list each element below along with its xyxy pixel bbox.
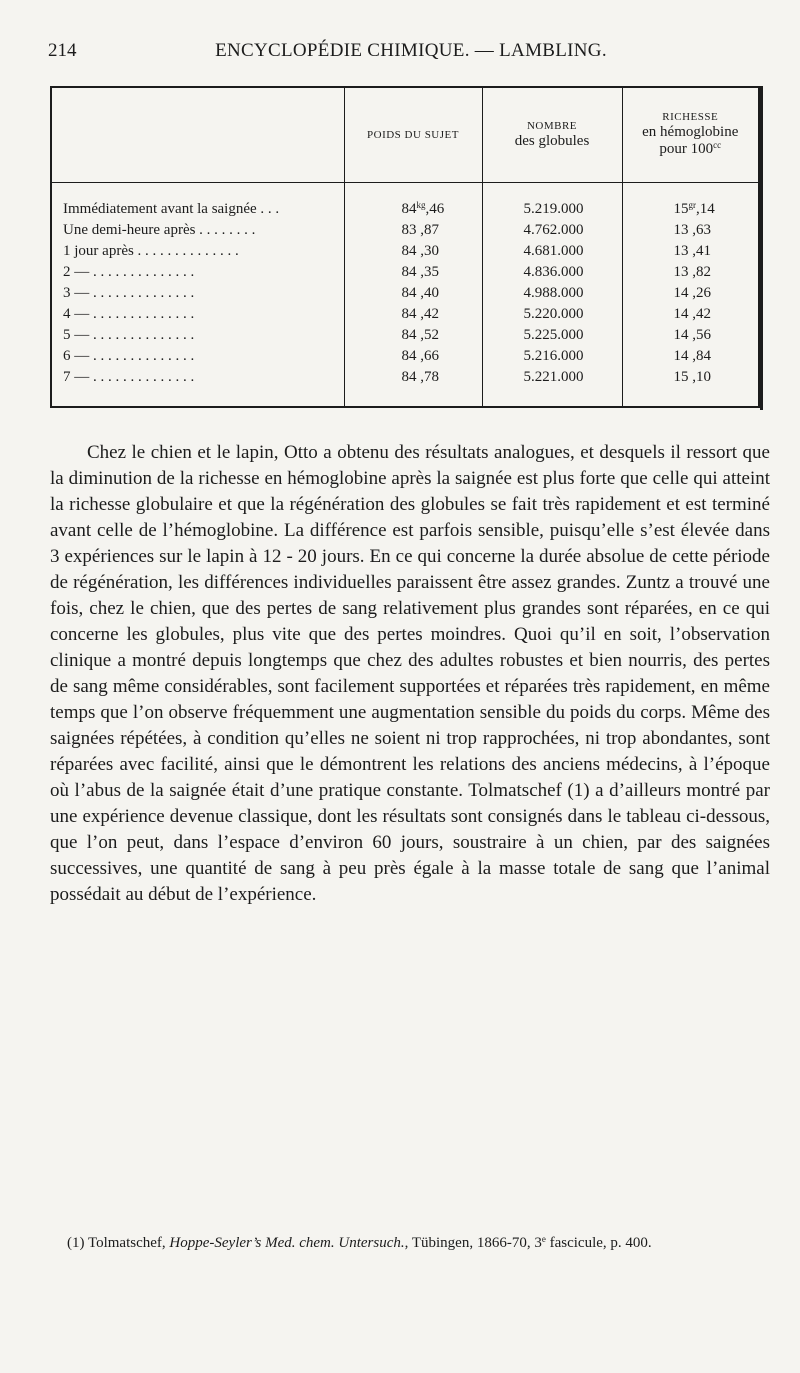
nombre-value: 5.221.000 <box>523 369 584 385</box>
header-nombre-subtitle: des globules <box>514 132 590 149</box>
richesse-value: 14 ,84 <box>673 348 711 364</box>
row-label: 1 jour après . . . . . . . . . . . . . . <box>63 243 239 259</box>
header-nombre-title: NOMBRE <box>526 120 578 133</box>
nombre-value: 4.988.000 <box>523 285 584 301</box>
nombre-value: 5.216.000 <box>523 348 584 364</box>
richesse-value: 14 ,26 <box>673 285 711 301</box>
poids-value: 84 ,40 <box>401 285 439 301</box>
richesse-value: 13 ,41 <box>673 243 711 259</box>
running-head <box>48 40 774 66</box>
poids-value: 84 ,78 <box>401 369 439 385</box>
data-table <box>50 86 760 408</box>
poids-value: 84 ,52 <box>401 327 439 343</box>
poids-column <box>344 183 482 407</box>
nombre-value: 5.220.000 <box>523 306 584 322</box>
row-label: 3 — . . . . . . . . . . . . . . <box>63 285 195 301</box>
row-label: 5 — . . . . . . . . . . . . . . <box>63 327 195 343</box>
richesse-value: 13 ,82 <box>673 264 711 280</box>
body-paragraph: Chez le chien et le lapin, Otto a obtenu des résultats analogues, et desquels il ressort que la diminution de la richesse en hémoglobine après la saignée est plus forte que celle qui atteint la richesse globulaire et que la régénération des globules se fait très rapidement et est terminé avant celle de l’hémoglobine. La différence est parfois sensible, puisqu’elle s’est élevée dans 3 expériences sur le lapin à 12 - 20 jours. En ce qui concerne la durée absolue de cette période de régénération, les différences individuelles paraissent être assez grandes. Zuntz a trouvé une fois, chez le chien, que des pertes de sang relativement plus grandes sont réparées, en ce qui concerne les globules, plus vite que des pertes moindres. Quoi qu’il en soit, l’observation clinique a montré depuis longtemps que chez des adultes robustes et bien nourris, des pertes de sang même considérables, sont facilement supportées et réparées très rapidement, en même temps que l’on observe fréquemment une augmentation sensible du poids du corps. Même des saignées répétées, à condition qu’elles ne soient ni trop rapprochées, ni trop abondantes, sont réparées avec facilité, ainsi que le démontrent les relations des anciens médecins, à l’époque où l’abus de la saignée était d’une pratique constante. Tolmatschef (1) a d’ailleurs montré par une expérience devenue classique, dont les résultats sont consignés dans le tableau ci-dessous, que l’on peut, dans l’espace d’environ 60 jours, soustraire à un chien, par des saignées successives, une quantité de sang à peu près égale à la masse totale de sang que l’animal possédait au début de l’expérience. <box>50 442 770 905</box>
row-label: 7 — . . . . . . . . . . . . . . <box>63 369 195 385</box>
richesse-value: 13 ,63 <box>673 222 711 238</box>
row-label: Une demi-heure après . . . . . . . . <box>63 222 256 238</box>
richesse-value: $15^{gr},14$ <box>673 200 715 217</box>
header-richesse-unit: pour $100^{cc}$ <box>659 140 722 158</box>
page-number: 214 <box>48 40 77 61</box>
footnote-journal: Hoppe-Seyler’s Med. chem. Untersuch. <box>169 1235 405 1251</box>
poids-value: 84 ,66 <box>401 348 439 364</box>
nombre-value: 4.836.000 <box>523 264 584 280</box>
poids-value: 84 ,42 <box>401 306 439 322</box>
nombre-column <box>482 183 622 407</box>
header-nombre <box>482 88 622 183</box>
richesse-column <box>622 183 758 407</box>
header-richesse-subtitle: en hémoglobine <box>642 124 739 141</box>
poids-value: 84 ,35 <box>401 264 439 280</box>
row-label: Immédiatement avant la saignée . . . <box>63 201 280 217</box>
poids-value: 84 ,30 <box>401 243 439 259</box>
poids-value: $84^{kg},46$ <box>401 200 445 217</box>
poids-value: 83 ,87 <box>401 222 439 238</box>
nombre-value: 4.681.000 <box>523 243 584 259</box>
header-richesse <box>622 88 758 183</box>
nombre-value: 4.762.000 <box>523 222 584 238</box>
nombre-value: 5.219.000 <box>523 201 584 217</box>
label-column <box>52 183 344 407</box>
header-label-column <box>52 88 344 183</box>
row-label: 6 — . . . . . . . . . . . . . . <box>63 348 195 364</box>
running-title: ENCYCLOPÉDIE CHIMIQUE. — LAMBLING. <box>215 40 607 61</box>
richesse-value: 15 ,10 <box>673 369 711 385</box>
row-label: 4 — . . . . . . . . . . . . . . <box>63 306 195 322</box>
header-richesse-title: RICHESSE <box>662 111 719 124</box>
richesse-value: 14 ,56 <box>673 327 711 343</box>
footnote: (1) Tolmatschef, Hoppe-Seyler’s Med. chem. Untersuch., Tübingen, 1866-70, 3e fascicule, p. 400. <box>67 1234 652 1251</box>
nombre-value: 5.225.000 <box>523 327 584 343</box>
row-label: 2 — . . . . . . . . . . . . . . <box>63 264 195 280</box>
header-poids: POIDS DU SUJET <box>344 88 482 183</box>
richesse-value: 14 ,42 <box>673 306 711 322</box>
